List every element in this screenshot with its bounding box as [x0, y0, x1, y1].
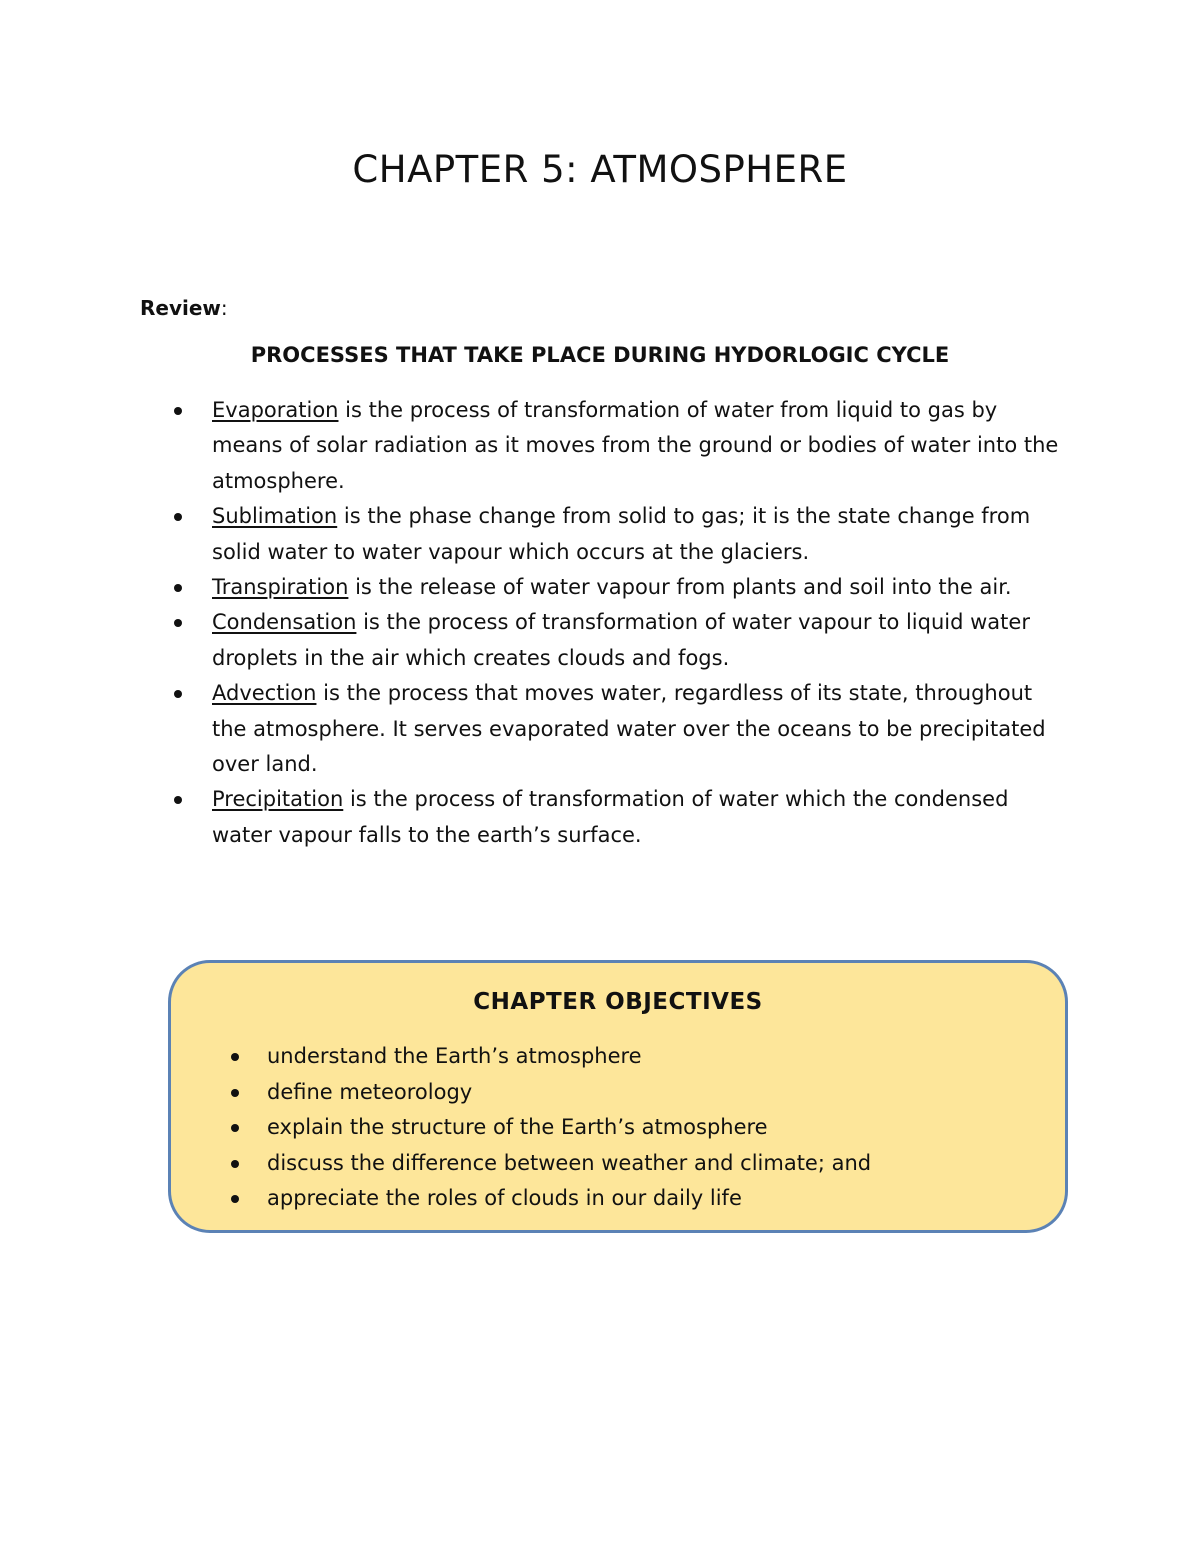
objective-item — [229, 1110, 871, 1146]
process-item-transpiration — [172, 570, 1072, 605]
process-definition: is the process of transformation of water from liquid to gas by means of solar radiation as it moves from the ground or bodies of water into the atmosphere. — [212, 398, 1059, 493]
objective-text: explain the structure of the Earth’s atmosphere — [267, 1115, 768, 1139]
objective-text: understand the Earth’s atmosphere — [267, 1044, 642, 1068]
process-term: Evaporation — [212, 398, 339, 422]
objective-text: discuss the difference between weather and climate; and — [267, 1150, 872, 1175]
process-list — [172, 393, 1072, 853]
objective-item — [229, 1075, 871, 1111]
review-label — [140, 296, 228, 320]
bullet-icon — [231, 1160, 239, 1168]
process-item-sublimation — [172, 499, 1072, 570]
review-label-colon: : — [220, 296, 228, 320]
page-title: CHAPTER 5: ATMOSPHERE — [352, 148, 848, 191]
bullet-icon — [231, 1053, 239, 1061]
review-label-text: Review — [140, 296, 221, 320]
process-definition: is the process of transformation of water vapour to liquid water droplets in the air which creates clouds and fogs. — [212, 610, 1030, 670]
process-definition: is the release of water vapour from plants and soil into the air. — [348, 575, 1012, 600]
process-item-evaporation — [172, 393, 1072, 499]
process-term: Advection — [212, 681, 317, 706]
chapter-objectives-box — [168, 960, 1068, 1233]
bullet-icon — [174, 584, 182, 592]
objective-text: appreciate the roles of clouds in our daily life — [267, 1186, 742, 1210]
section-heading: PROCESSES THAT TAKE PLACE DURING HYDORLOGIC CYCLE — [250, 343, 950, 367]
bullet-icon — [174, 690, 182, 698]
bullet-icon — [174, 407, 182, 415]
objectives-list — [229, 1039, 871, 1217]
process-item-advection — [172, 676, 1072, 782]
process-definition: is the process that moves water, regardless of its state, throughout the atmosphere. It serves evaporated water over the oceans to be precipitated over land. — [212, 681, 1046, 777]
objective-item — [229, 1146, 871, 1182]
bullet-icon — [174, 513, 182, 521]
process-term: Condensation — [212, 610, 357, 635]
objective-item — [229, 1039, 871, 1075]
process-definition: is the phase change from solid to gas; it is the state change from solid water to water vapour which occurs at the glaciers. — [212, 504, 1031, 564]
process-term: Precipitation — [212, 787, 344, 812]
objectives-title: CHAPTER OBJECTIVES — [473, 989, 763, 1015]
objective-item — [229, 1181, 871, 1217]
bullet-icon — [174, 619, 182, 627]
process-term: Transpiration — [212, 575, 349, 600]
bullet-icon — [174, 796, 182, 804]
process-definition: is the process of transformation of water which the condensed water vapour falls to the earth’s surface. — [212, 787, 1009, 847]
process-term: Sublimation — [212, 504, 338, 529]
bullet-icon — [231, 1124, 239, 1132]
process-item-condensation — [172, 605, 1072, 676]
objective-text: define meteorology — [267, 1079, 473, 1104]
bullet-icon — [231, 1089, 239, 1097]
bullet-icon — [231, 1195, 239, 1203]
process-item-precipitation — [172, 782, 1072, 853]
